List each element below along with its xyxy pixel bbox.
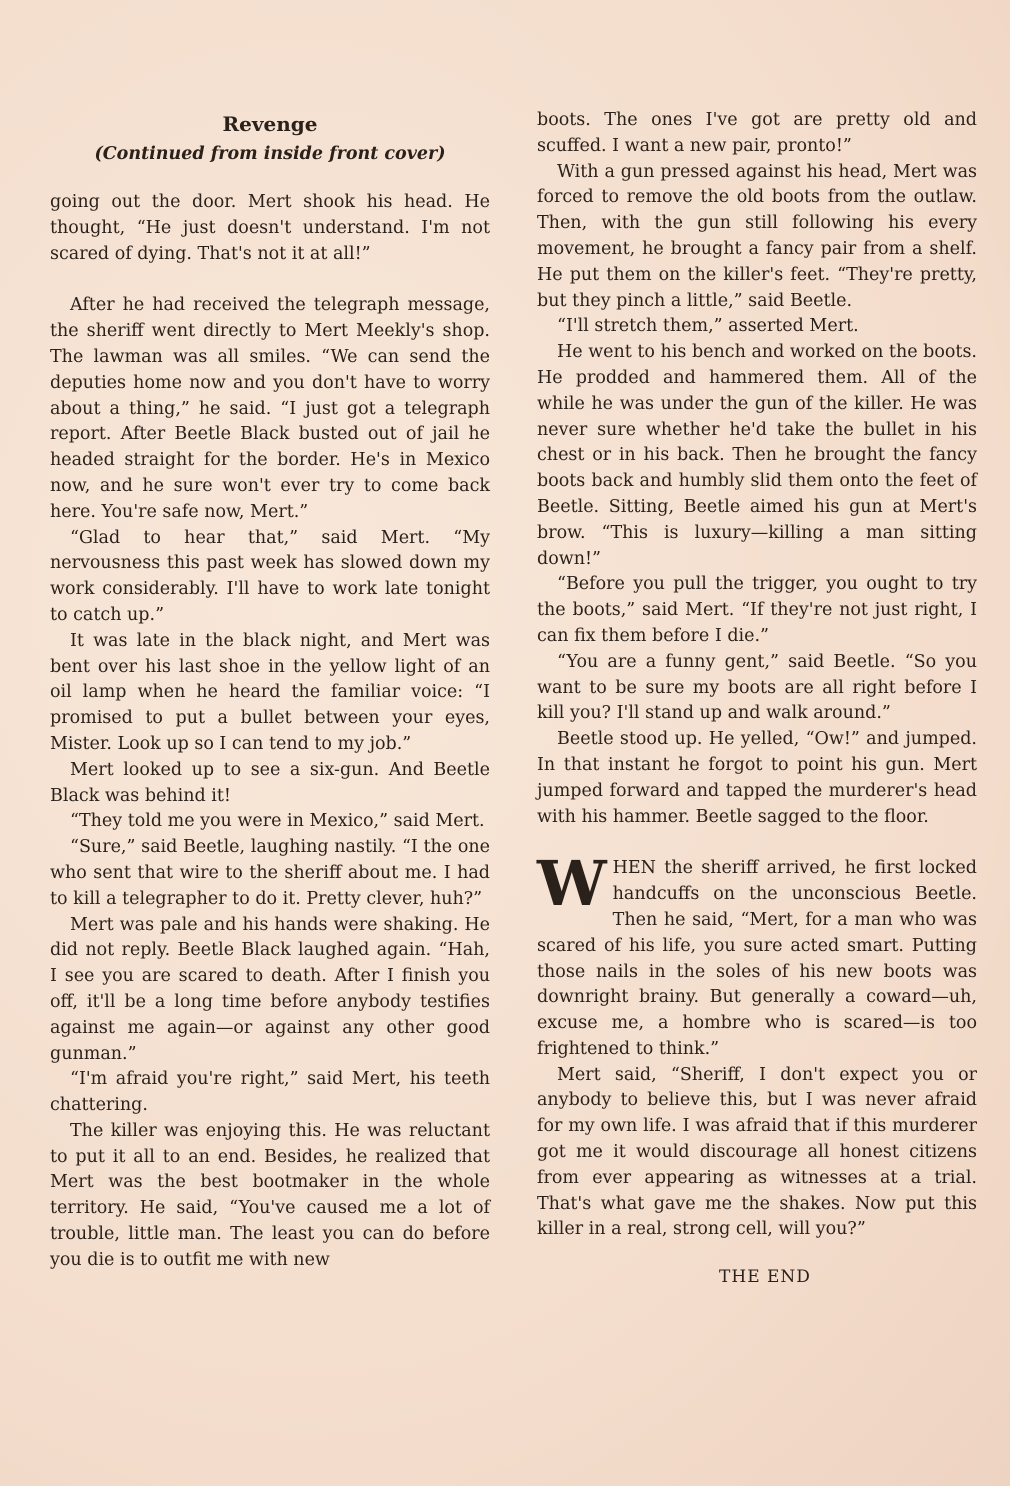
story-title: Revenge: [222, 112, 318, 136]
dropcap-paragraph-text: HEN the sheriff arrived, he first locked handcuffs on the unconscious Beetle. Then he said, “Mert, for a man who was scared of his life, you sure acted smart. Putting those nails in the soles of his new boots was downright brainy. But generally a coward—uh, excuse me, a hombre who is scared—is too frightened to think.”: [537, 858, 977, 1059]
paragraph: going out the door. Mert shook his head. He thought, “He just doesn't understand. I'm not scared of dying. That's not it at all!”: [50, 192, 490, 264]
paragraph: “I'm afraid you're right,” said Mert, his teeth chattering.: [50, 1069, 490, 1116]
paragraph: After he had received the telegraph message, the sheriff went directly to Mert Meekly's shop. The lawman was all smiles. “We can send the deputies home now and you don't have to worry about a thing,” he said. “I just got a telegraph report. After Beetle Black busted out of jail he headed straight for the border. He's in Mexico now, and he sure won't ever try to come back here. You're safe now, Mert.”: [50, 295, 490, 522]
dropcap-paragraph: [537, 847, 977, 1062]
paragraph: “Before you pull the trigger, you ought to try the boots,” said Mert. “If they're not just right, I can fix them before I die.”: [537, 574, 977, 646]
paragraph: “They told me you were in Mexico,” said Mert.: [70, 811, 485, 832]
paragraph: With a gun pressed against his head, Mert was forced to remove the old boots from the outlaw. Then, with the gun still following his every movement, he brought a fancy pair from a shelf. He put them on the killer's feet. “They're pretty, but they pinch a little,” said Beetle.: [537, 161, 977, 311]
paragraph: Mert was pale and his hands were shaking. He did not reply. Beetle Black laughed again. “Hah, I see you are scared to death. After I finish you off, it'll be a long time before anybody testifies against me again—or against any other good gunman.”: [50, 914, 490, 1064]
paragraph: “Sure,” said Beetle, laughing nastily. “I the one who sent that wire to the sheriff about me. I had to kill a telegrapher to do it. Pretty clever, huh?”: [50, 837, 490, 909]
drop-cap-letter: W: [537, 847, 607, 921]
paragraph: Beetle stood up. He yelled, “Ow!” and jumped. In that instant he forgot to point his gun. Mert jumped forward and tapped the murderer's head with his hammer. Beetle sagged to the floor.: [537, 729, 977, 827]
paragraph: “Glad to hear that,” said Mert. “My nervousness this past week has slowed down my work considerably. I'll have to work late tonight to catch up.”: [50, 527, 490, 625]
story-subtitle: (Continued from inside front cover): [94, 144, 446, 164]
paragraph: It was late in the black night, and Mert was bent over his last shoe in the yellow light of an oil lamp when he heard the familiar voice: “I promised to put a bullet between your eyes, Mister. Look up so I can tend to my job.”: [50, 630, 490, 754]
paragraph: “I'll stretch them,” asserted Mert.: [557, 316, 859, 337]
paragraph: The killer was enjoying this. He was reluctant to put it all to an end. Besides, he realized that Mert was the best bootmaker in the whole territory. He said, “You've caused me a lot of trouble, little man. The least you can do before you die is to outfit me with new: [50, 1120, 490, 1270]
paragraph: He went to his bench and worked on the boots. He prodded and hammered them. All of the while he was under the gun of the killer. He was never sure whether he'd take the bullet in his chest or in his back. Then he brought the fancy boots back and humbly slid them onto the feet of Beetle. Sitting, Beetle aimed his gun at Mert's brow. “This is luxury—killing a man sitting down!”: [537, 342, 977, 569]
paragraph: “You are a funny gent,” said Beetle. “So you want to be sure my boots are all right before I kill you? I'll stand up and walk around.”: [537, 651, 977, 724]
paragraph: Mert looked up to see a six-gun. And Beetle Black was behind it!: [50, 759, 490, 806]
the-end-label: THE END: [719, 1267, 811, 1288]
final-paragraph: Mert said, “Sheriff, I don't expect you or anybody to believe this, but I was never afraid for my own life. I was afraid that if this murderer got me it would discourage all honest citizens from ever appearing as witnesses at a trial. That's what gave me the shakes. Now put this killer in a real, strong cell, will you?”: [537, 1064, 977, 1240]
paragraph: boots. The ones I've got are pretty old and scuffed. I want a new pair, pronto!”: [537, 110, 977, 156]
